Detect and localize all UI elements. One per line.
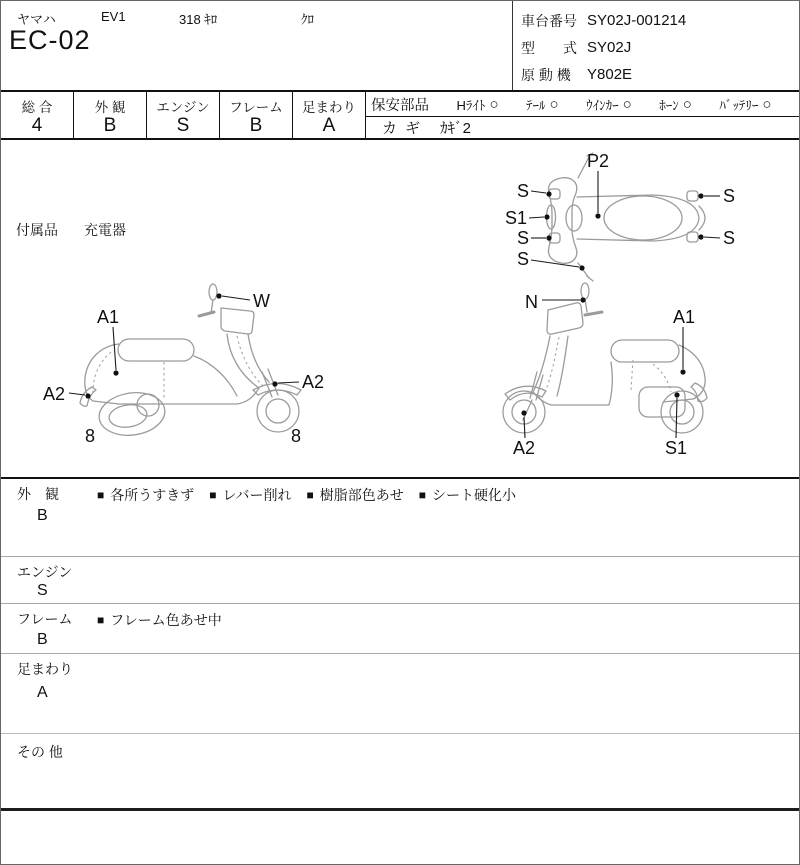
grade-engine-label: エンジン [156,100,210,115]
grade-overall-value: 4 [31,115,43,136]
steering-stem [566,205,582,231]
safety-parts-block [366,92,799,138]
section-undercarriage-label: 足まわり [17,661,73,677]
front-column-edge [533,336,550,392]
handlebar-top [549,178,577,264]
footer-empty-row [1,811,799,864]
note-item [307,485,404,505]
note-text: シート硬化小 [432,487,517,503]
battery-label: ﾊﾞｯﾃﾘｰ [719,97,759,113]
damage-label-a2-rear: A2 [43,384,66,404]
taillight-label: ﾃｰﾙ [526,97,546,113]
damage-label-s1-front: S1 [505,208,528,228]
note-text: 樹脂部色あせ [319,487,404,503]
front-column-edge [227,334,259,388]
damage-label-s1-right-view: S1 [665,438,688,458]
damage-label-s-front-top: S [517,181,530,201]
rear-panel-seam [653,364,671,392]
headlight-label: Hﾗｲﾄ [456,97,486,113]
safety-parts-row [366,92,799,117]
horn-label: ﾎｰﾝ [659,97,679,113]
lever-stalk-bottom [578,263,593,281]
grade-exterior-label: 外 観 [94,100,126,115]
front-column-inner [248,334,269,382]
grade-engine-value: S [176,115,190,136]
header [1,1,799,90]
section-exterior [1,477,799,556]
headlight-ok-circle-icon: ○ [489,95,499,113]
safety-parts-title: 保安部品 [371,97,429,114]
key-row [366,117,799,138]
damage-label-s-front-mid: S [517,228,530,248]
note-bullet-icon: ■ [306,488,314,502]
tail-bump [699,206,705,230]
section-frame-label: フレーム [17,611,73,627]
tire-grade-front: 8 [291,426,302,446]
body-color: ｸﾛ [301,12,314,27]
grade-cell-exterior [74,92,147,138]
leg-shield-box [221,308,254,334]
damage-label-a1-left-view: A1 [97,307,120,327]
note-item [209,485,291,505]
engine-code-row [521,61,791,88]
front-column-seam [545,337,559,392]
safety-item-headlight [457,95,499,114]
vehicle-id-block [521,7,791,88]
section-frame [1,603,799,653]
section-exterior-grade: B [37,507,48,524]
seat-side [118,339,194,361]
model-code: EV1 [101,9,126,24]
mileage: 318 ｷﾛ [179,12,218,27]
section-frame-notes [97,610,222,630]
section-other-label: その 他 [17,744,63,760]
section-undercarriage-grade: A [37,684,48,701]
damage-label-w: W [253,291,270,311]
section-engine-label: エンジン [17,564,73,580]
under-seat-edge [194,356,237,396]
mirror-right-view [581,283,589,299]
damage-label-p2: P2 [587,151,610,171]
note-item [97,485,194,505]
section-frame-grade: B [37,631,48,648]
rear-wheel-inner [108,402,149,429]
damage-label-a1-right-view: A1 [673,307,696,327]
accessory-label: 付属品 [16,222,58,238]
type-code-row [521,34,791,61]
tire-grade-rear: 8 [85,426,96,446]
grade-overall-label: 総 合 [21,100,53,115]
handlebar-grip [199,312,214,316]
taillight-ok-circle-icon: ○ [549,95,559,113]
grade-cell-overall [1,92,74,138]
type-code-value: SY02J [587,39,632,56]
grade-exterior-value: B [103,115,117,136]
section-exterior-label: 外 観 [17,486,59,502]
battery-ok-circle-icon: ○ [762,95,772,113]
note-item [97,610,222,630]
section-undercarriage [1,653,799,733]
safety-item-taillight [526,95,559,114]
rear-wheel-outer [96,389,167,440]
grade-undercarriage-label: 足まわり [302,100,356,115]
handlebar-grip [585,312,602,315]
seat-side [611,340,679,362]
damage-label-s-rear-top: S [723,186,736,206]
key-count-value: ｶｷﾞ2 [440,120,472,137]
section-engine-grade: S [37,582,48,599]
section-engine [1,556,799,603]
front-column-inner [557,336,568,396]
winker-label: ｳｲﾝｶｰ [586,97,619,113]
grade-cell-frame [220,92,293,138]
damage-label-a2-right-view: A2 [513,438,536,458]
front-wheel-inner [266,399,290,423]
leg-shield-box [547,303,583,334]
grade-table [1,90,799,140]
grade-frame-label: フレーム [229,100,283,115]
grade-undercarriage-value: A [322,115,336,136]
scooter-top-view-labels [505,151,735,271]
note-bullet-icon: ■ [209,488,217,502]
model-name: EC-02 [9,25,91,55]
note-bullet-icon: ■ [418,488,427,502]
damage-label-a2-front: A2 [302,372,325,392]
mirror-left-view [209,284,217,300]
note-text: フレーム色あせ中 [110,612,222,628]
horn-ok-circle-icon: ○ [682,95,692,113]
damage-label-s-rear-bottom: S [723,228,736,248]
section-other [1,733,799,811]
engine-code-value: Y802E [587,66,633,83]
body-outline-top [577,195,699,241]
type-code-label: 型 式 [521,39,577,56]
key-label: カ ギ [382,120,423,137]
note-text: レバー削れ [222,487,292,503]
chassis-number-row [521,7,791,34]
note-bullet-icon: ■ [97,613,105,627]
winker-ok-circle-icon: ○ [622,95,632,113]
grade-cell-undercarriage [293,92,366,138]
accessory-value: 充電器 [84,222,126,238]
chassis-number-label: 車台番号 [521,12,577,29]
rear-wheel-outer [661,391,703,433]
rear-right-signal [687,191,698,201]
rear-hump-seam [93,352,111,392]
safety-parts-items [429,95,799,114]
grade-frame-value: B [249,115,263,136]
rear-wheel-inner [670,400,694,424]
damage-diagram-area [1,140,799,477]
section-exterior-notes [97,485,516,505]
safety-item-winker [586,95,632,114]
scooter-diagrams-svg [1,140,800,477]
engine-code-label: 原 動 機 [521,66,571,83]
maker-name: ヤマハ [17,12,56,27]
note-bullet-icon: ■ [97,488,105,502]
floorboard [533,362,612,405]
body-seam-vertical [631,360,633,390]
damage-label-n: N [525,292,538,312]
grade-cell-engine [147,92,220,138]
header-divider [512,1,513,90]
safety-item-horn [659,95,692,114]
note-item [419,485,516,505]
damage-label-s-lever: S [517,249,530,269]
scooter-top-view-drawing [547,153,706,281]
note-text: 各所うすきず [110,487,195,503]
chassis-number-value: SY02J-001214 [587,12,687,29]
seat-top [604,196,682,240]
rear-hub-cover [137,394,159,416]
safety-item-battery [719,95,771,114]
